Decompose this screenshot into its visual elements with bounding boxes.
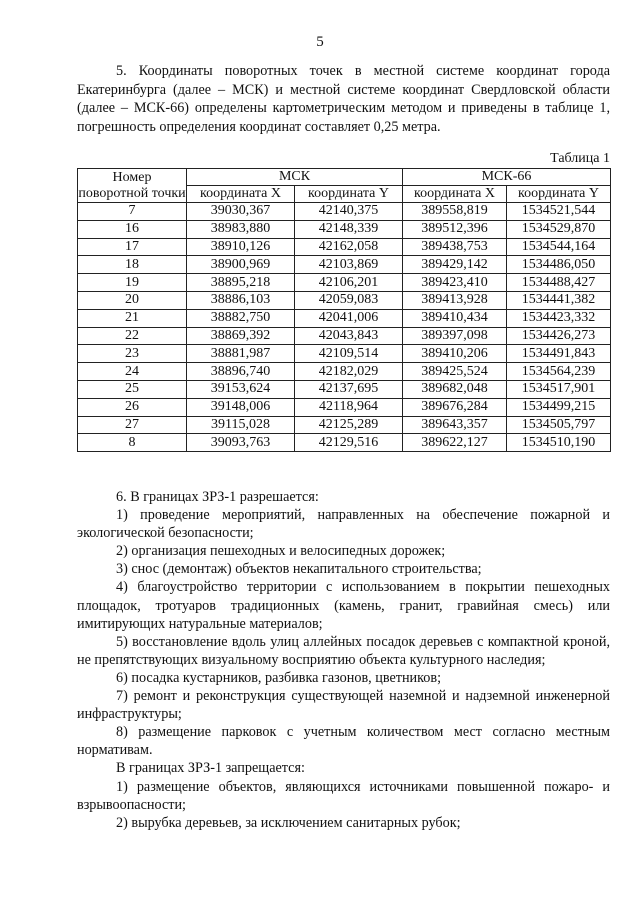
msk-y-cell: 42041,006: [295, 309, 403, 327]
msk66-x-cell: 389558,819: [403, 203, 507, 221]
msk-x-cell: 38881,987: [187, 345, 295, 363]
msk66-x-cell: 389397,098: [403, 327, 507, 345]
table-row: [78, 363, 611, 381]
msk66-x-cell: 389643,357: [403, 416, 507, 434]
paragraph: 1) проведение мероприятий, направленных на обеспечение пожарной и экологической безопасности;: [77, 507, 610, 542]
msk-x-cell: 38900,969: [187, 256, 295, 274]
paragraph: 4) благоустройство территории с использованием в покрытии пешеходных площадок, тротуаров традиционных (камень, гранит, гравийная смесь) или имитирующих натуральные материалов;: [77, 579, 610, 632]
table-row: [78, 380, 611, 398]
msk-y-cell: 42109,514: [295, 345, 403, 363]
msk66-x-cell: 389512,396: [403, 220, 507, 238]
msk-x-cell: 39153,624: [187, 380, 295, 398]
msk-x-cell: 39093,763: [187, 434, 295, 452]
msk-y-cell: 42125,289: [295, 416, 403, 434]
msk66-y-header: координата Y: [507, 186, 611, 203]
msk66-x-cell: 389425,524: [403, 363, 507, 381]
table-row: [78, 398, 611, 416]
msk-x-cell: 39030,367: [187, 203, 295, 221]
table-row: [78, 327, 611, 345]
point-number-cell: 20: [78, 291, 187, 309]
table-row: [78, 416, 611, 434]
point-number-cell: 22: [78, 327, 187, 345]
msk66-x-cell: 389682,048: [403, 380, 507, 398]
msk-y-cell: 42059,083: [295, 291, 403, 309]
point-number-cell: 18: [78, 256, 187, 274]
msk-x-cell: 38882,750: [187, 309, 295, 327]
point-number-cell: 21: [78, 309, 187, 327]
page-number: 5: [316, 34, 324, 50]
paragraph: 2) организация пешеходных и велосипедных дорожек;: [116, 543, 446, 560]
msk66-x-cell: 389676,284: [403, 398, 507, 416]
msk-y-cell: 42129,516: [295, 434, 403, 452]
point-number-cell: 26: [78, 398, 187, 416]
point-number-cell: 27: [78, 416, 187, 434]
msk-y-cell: 42043,843: [295, 327, 403, 345]
paragraph: 6) посадка кустарников, разбивка газонов, цветников;: [116, 669, 442, 686]
table-row: [78, 434, 611, 452]
point-number-cell: 17: [78, 238, 187, 256]
point-number-header: Номер поворотной точки: [78, 169, 186, 201]
msk66-y-cell: 1534529,870: [507, 220, 611, 238]
msk66-x-cell: 389438,753: [403, 238, 507, 256]
msk-x-cell: 38910,126: [187, 238, 295, 256]
msk-x-cell: 38896,740: [187, 363, 295, 381]
msk-x-header: координата X: [187, 186, 295, 203]
table-row: [78, 220, 611, 238]
msk66-header: МСК-66: [403, 169, 611, 186]
table-row: [78, 345, 611, 363]
table-body: [78, 203, 611, 452]
paragraph: 5) восстановление вдоль улиц аллейных посадок деревьев с компактной кроной, не препятствующих визуальному восприятию объекта культурного наследия;: [77, 633, 610, 668]
regulations-section: [77, 488, 610, 832]
table-row: [78, 203, 611, 221]
msk-x-cell: 38983,880: [187, 220, 295, 238]
point-number-cell: 23: [78, 345, 187, 363]
msk-y-cell: 42106,201: [295, 274, 403, 292]
paragraph: 6. В границах ЗРЗ-1 разрешается:: [116, 489, 319, 505]
table-row: [78, 309, 611, 327]
point-number-cell: 24: [78, 363, 187, 381]
msk-x-cell: 38886,103: [187, 291, 295, 309]
msk-y-cell: 42148,339: [295, 220, 403, 238]
paragraph: В границах ЗРЗ-1 запрещается:: [116, 760, 305, 777]
msk-y-cell: 42182,029: [295, 363, 403, 381]
intro-paragraph: 5. Координаты поворотных точек в местной системе координат города Екатеринбурга (далее – МСК) и местной системе координат Свердловской области (далее – МСК-66) определены картометрическим методом и приведены в таблице 1, погрешность определения координат составляет 0,25 метра.: [77, 63, 610, 135]
msk66-y-cell: 1534426,273: [507, 327, 611, 345]
table-row: [78, 274, 611, 292]
msk66-y-cell: 1534517,901: [507, 380, 611, 398]
msk-x-cell: 38895,218: [187, 274, 295, 292]
msk66-y-cell: 1534499,215: [507, 398, 611, 416]
msk-header: МСК: [187, 169, 403, 186]
msk-x-cell: 39115,028: [187, 416, 295, 434]
msk66-y-cell: 1534441,382: [507, 291, 611, 309]
msk66-y-cell: 1534544,164: [507, 238, 611, 256]
paragraph: 3) снос (демонтаж) объектов некапитального строительства;: [116, 561, 482, 578]
table-caption: Таблица 1: [550, 151, 610, 166]
point-number-cell: 8: [78, 434, 187, 452]
msk66-y-cell: 1534423,332: [507, 309, 611, 327]
paragraph: 2) вырубка деревьев, за исключением санитарных рубок;: [116, 814, 461, 831]
msk66-y-cell: 1534486,050: [507, 256, 611, 274]
msk-y-cell: 42118,964: [295, 398, 403, 416]
msk66-y-cell: 1534505,797: [507, 416, 611, 434]
table-row: [78, 291, 611, 309]
msk66-x-cell: 389410,434: [403, 309, 507, 327]
msk-x-cell: 38869,392: [187, 327, 295, 345]
msk-x-cell: 39148,006: [187, 398, 295, 416]
point-number-cell: 7: [78, 203, 187, 221]
msk-y-cell: 42103,869: [295, 256, 403, 274]
msk66-y-cell: 1534491,843: [507, 345, 611, 363]
msk66-x-cell: 389413,928: [403, 291, 507, 309]
coordinates-table: [77, 168, 611, 452]
msk66-y-cell: 1534488,427: [507, 274, 611, 292]
msk-y-cell: 42140,375: [295, 203, 403, 221]
paragraph: 7) ремонт и реконструкция существующей наземной и надземной инженерной инфраструктуры;: [77, 688, 610, 723]
paragraph: 1) размещение объектов, являющихся источниками повышенной пожаро- и взрывоопасности;: [77, 778, 610, 813]
msk-y-cell: 42162,058: [295, 238, 403, 256]
point-number-cell: 19: [78, 274, 187, 292]
point-number-cell: 25: [78, 380, 187, 398]
msk66-x-cell: 389429,142: [403, 256, 507, 274]
msk66-x-cell: 389423,410: [403, 274, 507, 292]
msk66-x-header: координата X: [403, 186, 507, 203]
table-row: [78, 256, 611, 274]
point-number-cell: 16: [78, 220, 187, 238]
msk66-y-cell: 1534510,190: [507, 434, 611, 452]
msk66-y-cell: 1534564,239: [507, 363, 611, 381]
msk-y-header: координата Y: [295, 186, 403, 203]
table-row: [78, 238, 611, 256]
paragraph: 8) размещение парковок с учетным количеством мест согласно местным нормативам.: [77, 724, 610, 759]
msk66-x-cell: 389622,127: [403, 434, 507, 452]
msk-y-cell: 42137,695: [295, 380, 403, 398]
msk66-x-cell: 389410,206: [403, 345, 507, 363]
msk66-y-cell: 1534521,544: [507, 203, 611, 221]
